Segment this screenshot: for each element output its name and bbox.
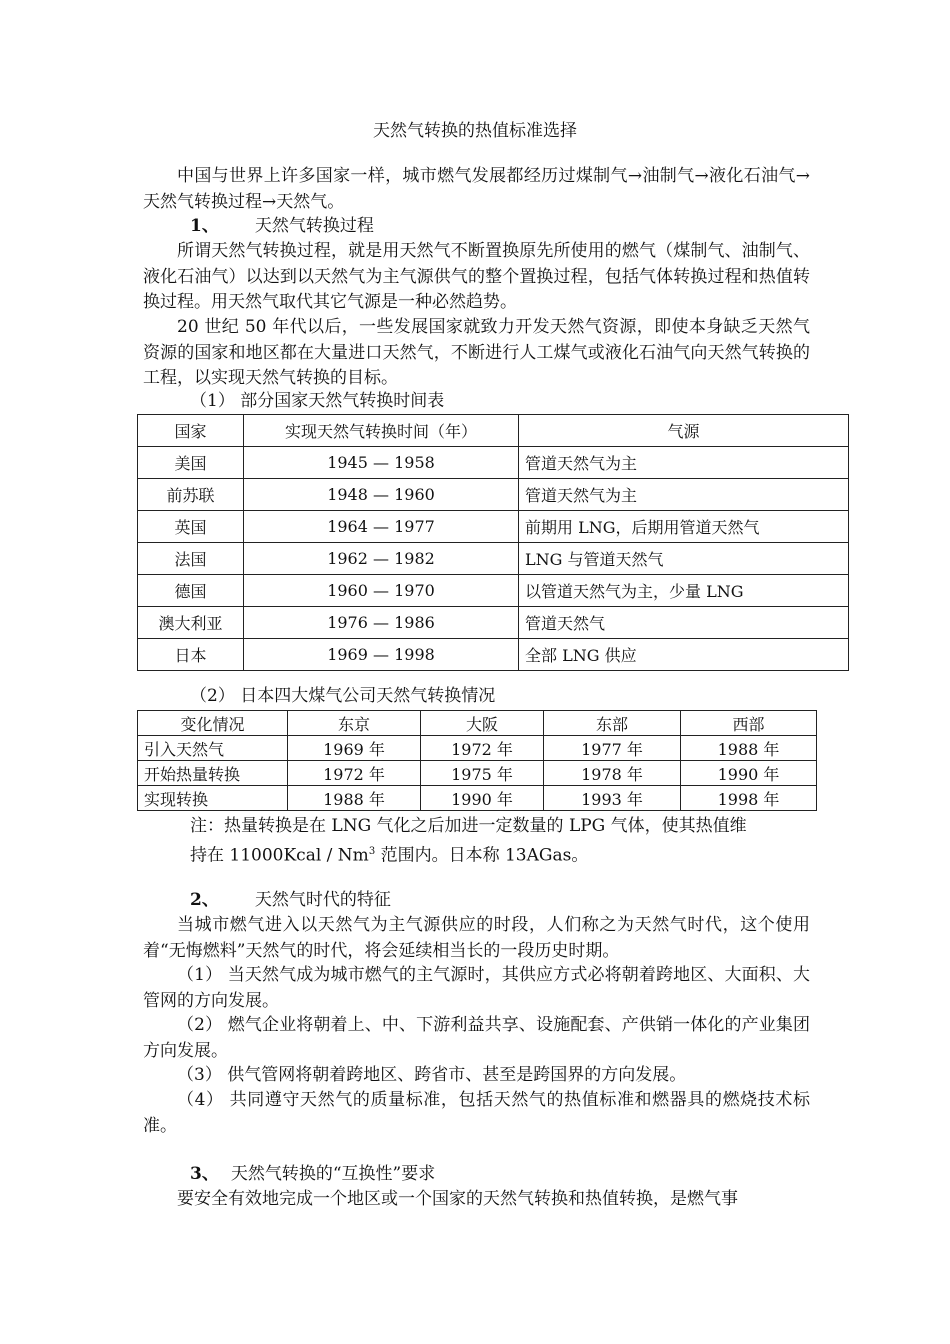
table-cell: LNG 与管道天然气 [519,543,849,575]
table-row [138,479,849,511]
section2-item-3: （3） 供气管网将朝着跨地区、跨省市、甚至是跨国界的方向发展。 [177,1065,687,1085]
document-title: 天然气转换的热值标准选择 [373,121,577,141]
japan-gas-company-table [137,710,817,811]
table-cell: 1990 年 [681,761,817,786]
table-cell: 1972 年 [421,736,544,761]
table-cell: 美国 [138,447,244,479]
section3-heading [190,1162,435,1187]
table-cell: 法国 [138,543,244,575]
table-header-cell: 实现天然气转换时间（年） [244,415,519,447]
table-header-cell: 气源 [519,415,849,447]
table-header-row [138,415,849,447]
table-cell: 1948 — 1960 [244,479,519,511]
table-header-cell: 东部 [544,711,681,736]
section3-paragraph-1: 要安全有效地完成一个地区或一个国家的天然气转换和热值转换，是燃气事 [177,1189,738,1209]
table-cell: 德国 [138,575,244,607]
table-cell: 1969 年 [288,736,421,761]
table-cell: 1975 年 [421,761,544,786]
section2-title: 天然气时代的特征 [254,890,391,910]
table-cell: 前期用 LNG，后期用管道天然气 [519,511,849,543]
table-header-cell: 变化情况 [138,711,288,736]
section2-item-2: （2） 燃气企业将朝着上、中、下游利益共享、设施配套、产供销一体化的产业集团方向发展。 [143,1015,810,1061]
section1-title: 天然气转换过程 [254,216,374,236]
section2-item-1: （1） 当天然气成为城市燃气的主气源时，其供应方式必将朝着跨地区、大面积、大管网的方向发展。 [143,965,810,1011]
table-cell: 1988 年 [288,786,421,811]
table-cell: 以管道天然气为主，少量 LNG [519,575,849,607]
country-conversion-table [137,414,849,671]
table-cell: 澳大利亚 [138,607,244,639]
section1-number: 1、 [190,216,219,236]
section2-item-4: （4） 共同遵守天然气的质量标准，包括天然气的热值标准和燃器具的燃烧技术标准。 [143,1090,810,1136]
table-cell: 1945 — 1958 [244,447,519,479]
section2-number: 2、 [190,890,219,910]
section2-heading [190,888,391,913]
note-line-2b: 范围内。日本称 13AGas。 [375,845,589,866]
table-cell: 英国 [138,511,244,543]
table-cell: 1969 — 1998 [244,639,519,671]
table-row [138,447,849,479]
table-cell: 1972 年 [288,761,421,786]
table-row [138,639,849,671]
table-cell: 实现转换 [138,786,288,811]
table-cell: 1978 年 [544,761,681,786]
note-line-2 [190,839,588,869]
table-cell: 1990 年 [421,786,544,811]
table2-caption: （2） 日本四大煤气公司天然气转换情况 [190,686,496,706]
section1-paragraph-2: 20 世纪 50 年代以后，一些发展国家就致力开发天然气资源，即使本身缺乏天然气资源的国家和地区都在大量进口天然气，不断进行人工煤气或液化石油气向天然气转换的工程，以实现天然气转换的目标。 [143,317,810,388]
table-header-cell: 东京 [288,711,421,736]
table-cell: 1964 — 1977 [244,511,519,543]
section1-heading [190,214,374,239]
section3-number: 3、 [190,1164,219,1184]
table-row [138,607,849,639]
table-cell: 前苏联 [138,479,244,511]
table-row [138,736,817,761]
table-cell: 管道天然气为主 [519,447,849,479]
table-row [138,761,817,786]
section3-title: 天然气转换的“互换性”要求 [230,1164,436,1184]
table-cell: 管道天然气 [519,607,849,639]
table1-caption: （1） 部分国家天然气转换时间表 [190,391,445,411]
table-cell: 1998 年 [681,786,817,811]
note-superscript: 3 [368,846,376,857]
table-cell: 全部 LNG 供应 [519,639,849,671]
table-cell: 日本 [138,639,244,671]
section2-paragraph-1: 当城市燃气进入以天然气为主气源供应的时段，人们称之为天然气时代，这个使用着“无悔燃料”天然气的时代，将会延续相当长的一段历史时期。 [143,915,810,961]
table-cell: 1977 年 [544,736,681,761]
table-cell: 引入天然气 [138,736,288,761]
table-header-cell: 国家 [138,415,244,447]
table-header-cell: 大阪 [421,711,544,736]
table-row [138,786,817,811]
table-header-cell: 西部 [681,711,817,736]
note-line-2a: 持在 11000Kcal / Nm [190,845,369,866]
intro-paragraph: 中国与世界上许多国家一样，城市燃气发展都经历过煤制气→油制气→液化石油气→天然气转换过程→天然气。 [143,166,810,212]
table-cell: 1962 — 1982 [244,543,519,575]
table-row [138,511,849,543]
table-cell: 管道天然气为主 [519,479,849,511]
table-cell: 开始热量转换 [138,761,288,786]
table-cell: 1960 — 1970 [244,575,519,607]
table-row [138,575,849,607]
note-line-1: 注：热量转换是在 LNG 气化之后加进一定数量的 LPG 气体，使其热值维 [190,816,747,836]
table-row [138,543,849,575]
table-header-row [138,711,817,736]
table-cell: 1976 — 1986 [244,607,519,639]
table-cell: 1993 年 [544,786,681,811]
table-cell: 1988 年 [681,736,817,761]
section1-paragraph-1: 所谓天然气转换过程，就是用天然气不断置换原先所使用的燃气（煤制气、油制气、液化石油气）以达到以天然气为主气源供气的整个置换过程，包括气体转换过程和热值转换过程。用天然气取代其它气源是一种必然趋势。 [143,241,810,312]
